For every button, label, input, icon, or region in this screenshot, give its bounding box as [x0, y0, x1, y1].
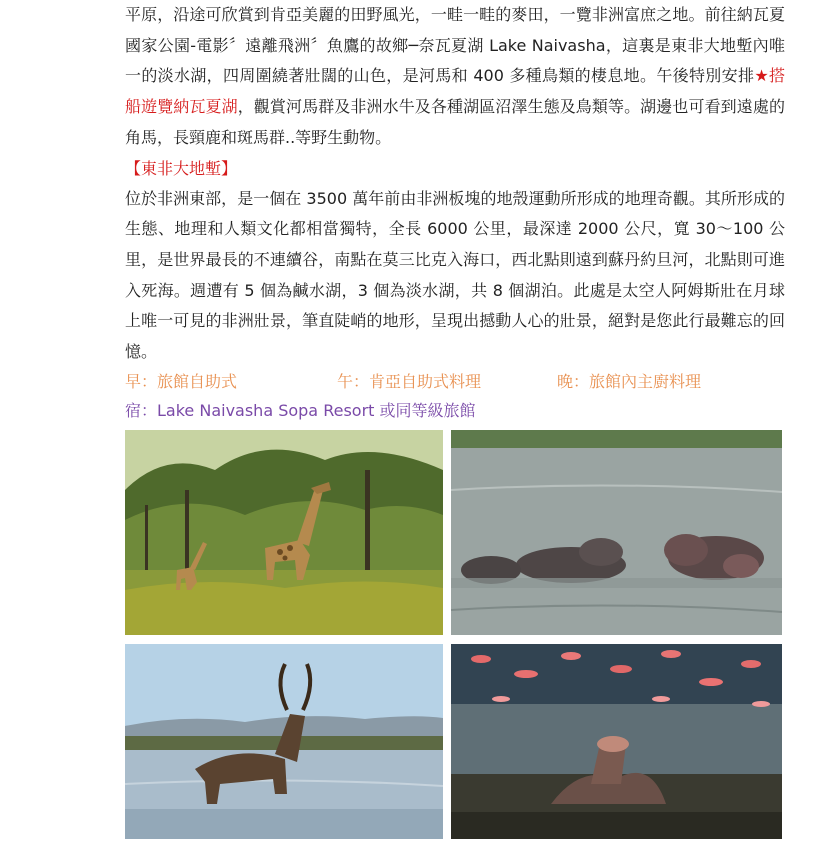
- hotel-line: 宿：Lake Naivasha Sopa Resort 或同等級旅館: [125, 400, 476, 420]
- meals-row: [125, 368, 785, 396]
- paragraph-2: 位於非洲東部，是一個在 3500 萬年前由非洲板塊的地殼運動所形成的地理奇觀。其所形成的生態、地理和人類文化都相當獨特，全長 6000 公里，最深達 2000 公尺，寬 30～100 公里，是世界最長的不連續谷，南點在莫三比克入海口，西北點則遠到蘇丹約旦河，北點則可進入死海。週遭有 5 個為鹹水湖，3 個為淡水湖，共 8 個湖泊。此處是太空人阿姆斯壯在月球上唯一可見的非洲壯景，筆直陡峭的地形，呈現出撼動人心的壯景，絕對是您此行最難忘的回憶。: [125, 188, 785, 362]
- paragraph-1-text-end: ，觀賞河馬群及非洲水牛及各種湖區沼澤生態及鳥類等。湖邊也可看到遠處的角馬，長頸鹿和斑馬群..等野生動物。: [125, 97, 785, 147]
- paragraph-1-text: 前往納瓦夏國家公園-電影〞遠離飛洲〞魚鷹的故鄉─奈瓦夏湖 Lake Naivasha，這裏是東非大地塹內唯一的淡水湖，四周圍繞著壯闊的山色，是河馬和 400 多種鳥類的棲息地。午後特別安排: [125, 5, 785, 86]
- giraffe-photo: [125, 430, 443, 635]
- paragraph-1-line-1: 平原，沿途可欣賞到肯亞美麗的田野風光，一畦一畦的麥田，一覽非洲富庶之地。: [125, 5, 705, 24]
- boat-tour-highlight: ★搭船遊覽納瓦夏湖: [125, 66, 785, 117]
- meal-breakfast: 早：旅館自助式: [125, 371, 238, 391]
- paragraph-1: [125, 0, 785, 154]
- meal-lunch: 午：肯亞自助式料理: [337, 371, 482, 391]
- meal-dinner: 晚：旅館內主廚料理: [557, 371, 702, 391]
- hippo-photo: [451, 430, 782, 635]
- flamingo-hippo-photo: [451, 644, 782, 839]
- section-heading: 【東非大地塹】: [125, 158, 238, 178]
- waterbuck-photo: [125, 644, 443, 839]
- itinerary-content: [125, 0, 785, 426]
